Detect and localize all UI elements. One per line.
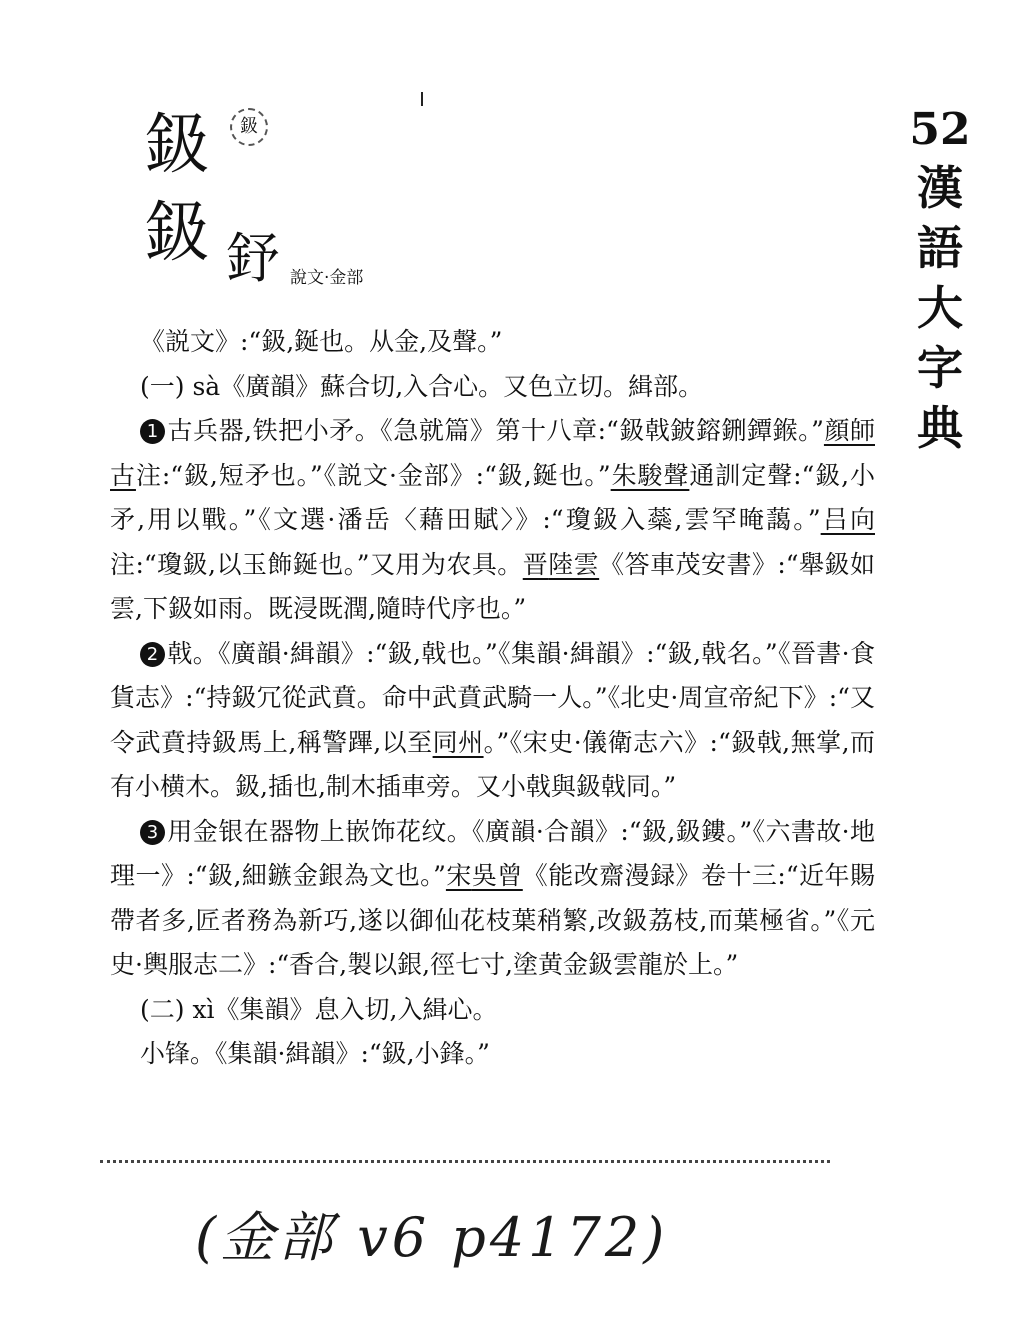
title-char: 典 — [917, 401, 963, 455]
title-char: 大 — [917, 281, 963, 335]
proper-name: 同州 — [432, 727, 484, 757]
proper-name: 顔師古 — [110, 416, 875, 490]
proper-name: 陸雲 — [548, 549, 600, 579]
proper-name: 宋 — [445, 861, 472, 890]
scan-artifact-line — [100, 1160, 830, 1163]
entry-body — [110, 320, 875, 1077]
title-char: 漢 — [917, 161, 963, 215]
title-char: 語 — [917, 221, 963, 275]
proper-name: 晋 — [522, 549, 549, 579]
proper-name: 吕向 — [820, 505, 875, 534]
sense-1: 1 古兵器,铁把小矛。《急就篇》第十八章:“鈒戟鈹鎔鉶鐔鍭。”顔師古注:“鈒,短矛也。”《説文·金部》:“鈒,鋋也。”朱駿聲通訓定聲:“鈒,小矛,用以戰。”《文選·潘岳〈藉田賦〉》:“瓊鈒入蘂,雲罕晻藹。”吕向注:“瓊鈒,以玉飾鋋也。”又用为农具。晋陸雲《答車茂安書》:“舉鈒如雲,下鈒如雨。既浸既潤,隨時代序也。” — [110, 416, 875, 623]
headword-variant-character: 鈒 — [144, 194, 210, 271]
circled-variant-character: 鈒 — [230, 108, 268, 146]
proper-name: 朱駿聲 — [610, 460, 690, 490]
sense-number-badge: 2 — [140, 642, 165, 667]
proper-name: 吳曾 — [471, 861, 523, 890]
sense-number-badge: 3 — [140, 820, 165, 845]
scan-mark — [421, 92, 423, 106]
title-char: 字 — [917, 341, 963, 395]
seal-source-note: 說文·金部 — [290, 268, 364, 288]
shuowen-citation: 《説文》:“鈒,鋋也。从金,及聲。” — [140, 327, 503, 356]
sense-number-badge: 1 — [140, 419, 165, 444]
reading-one: (一) sà《廣韻》蘇合切,入合心。又色立切。緝部。 — [140, 371, 704, 401]
sense-2: 2 戟。《廣韻·緝韻》:“鈒,戟也。”《集韻·緝韻》:“鈒,戟名。”《晉書·食貨志》:“持鈒冗從武賁。命中武賁武騎一人。”《北史·周宣帝紀下》:“又令武賁持鈒馬上,稱警蹕,以至同州。”《宋史·儀衛志六》:“鈒戟,無掌,而有小横木。鈒,插也,制木插車旁。又小戟與鈒戟同。” — [110, 638, 875, 801]
handwritten-page-reference: (金部 v6 p4172) — [195, 1206, 669, 1269]
side-title-block — [905, 104, 975, 458]
seal-script-glyph: 𨥤 — [226, 227, 274, 290]
dictionary-title — [905, 158, 975, 458]
reading-two: (二) xì《集韻》息入切,入緝心。 — [140, 994, 498, 1024]
reading-two-sense: 小锋。《集韻·緝韻》:“鈒,小鋒。” — [140, 1039, 490, 1068]
volume-number: 52 — [909, 104, 971, 155]
sense-3: 3 用金银在器物上嵌饰花纹。《廣韻·合韻》:“鈒,鈒鏤。”《六書故·地理一》:“鈒,細鏃金銀為文也。”宋吳曾《能改齋漫録》卷十三:“近年賜帶者多,匠者務為新巧,遂以御仙花枝葉稍繁,改鈒荔枝,而葉極省。”《元史·輿服志二》:“香合,製以銀,徑七寸,塗黄金鈒雲龍於上。” — [110, 816, 875, 979]
headword-character: 鈒 — [144, 106, 210, 183]
